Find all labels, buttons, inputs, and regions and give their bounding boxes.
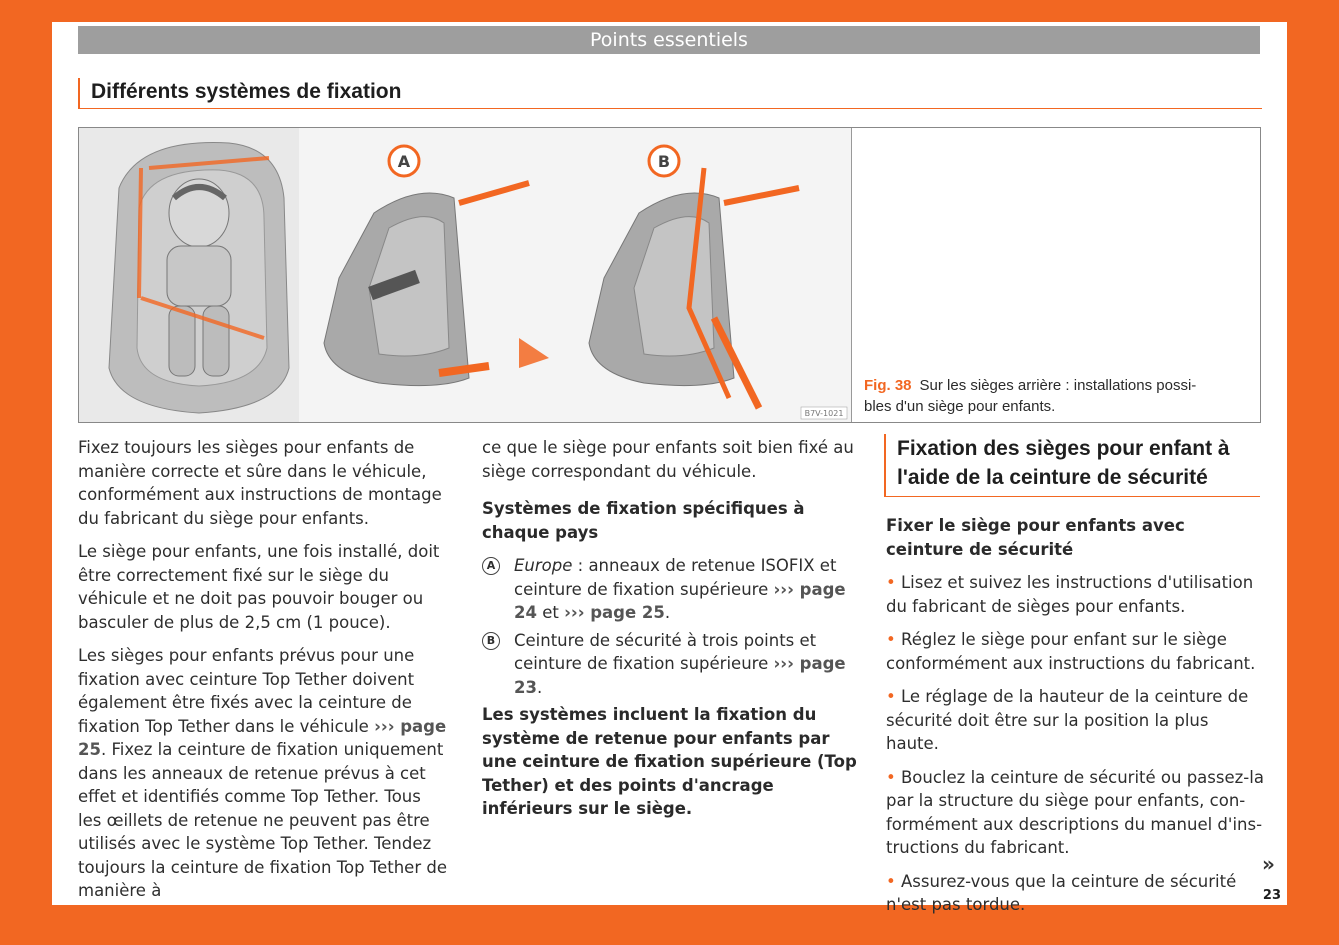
bullet-item: • Réglez le siège pour enfant sur le siège conformément aux instructions du fabricant. <box>886 630 1256 673</box>
section-title <box>78 78 1262 109</box>
page-ref-link[interactable]: ››› page 23 <box>514 654 846 697</box>
paragraph: Fixez toujours les sièges pour enfants de manière correcte et sûre dans le véhicule, conformément aux instructions de montage du fabricant du siège pour enfants. <box>78 438 442 528</box>
paragraph: Les sièges pour enfants prévus pour une fixation avec ceinture Top Tether doivent également être fixés avec la ceinture de fixation Top Tether dans le véhicule ››› page 25. Fixez la ceinture de fixation uniquement dans les anneaux de retenue prévus à cet effet et identifiés comme Top Tether. Tous les œillets de retenue ne peuvent pas être utilisés avec le système Top Tether. Tendez toujours la ceinture de fixation Top Tether de manière à <box>78 646 447 900</box>
column-2 <box>482 436 860 831</box>
bullet-item: • Le réglage de la hauteur de la ceinture de sécurité doit être sur la position la plus haute. <box>886 687 1249 753</box>
chapter-header: Points essentiels <box>78 26 1260 54</box>
child-seat-illustration <box>79 128 852 422</box>
section-heading-2: Fixation des sièges pour enfant à l'aide de la ceinture de sécurité <box>884 434 1260 497</box>
subheading: Systèmes de fixation spécifiques à chaque pays <box>482 499 805 542</box>
child-in-seat-drawing <box>79 128 299 422</box>
page-ref-link[interactable]: ››› page 25 <box>564 603 665 622</box>
list-item-a: A Europe : anneaux de retenue ISOFIX et ceinture de fixation supérieure ››› page 24 et ››› page 25. <box>482 554 860 625</box>
caption-line2: bles d'un siège pour enfants. <box>864 398 1056 415</box>
paragraph: ce que le siège pour enfants soit bien fixé au siège correspondant du véhicule. <box>482 438 854 481</box>
label-a: A <box>397 152 411 171</box>
badge-a: A <box>482 557 500 575</box>
manual-page <box>52 22 1287 914</box>
page-number: 23 <box>1262 888 1281 903</box>
bold-paragraph: Les systèmes incluent la fixation du système de retenue pour enfants par une ceinture de fixation supérieure (Top Tether) et des points d'ancrage inférieurs sur le siège. <box>482 705 857 818</box>
paragraph: Le siège pour enfants, une fois installé, doit être correctement fixé sur le siège du véhicule et ne doit pas pouvoir bouger ou basculer de plus de 2,5 cm (1 pouce). <box>78 542 440 632</box>
subheading: Fixer le siège pour enfants avec ceinture de sécurité <box>886 516 1185 559</box>
figure-number: Fig. 38 <box>864 377 912 394</box>
figure-code: B7V-1021 <box>804 409 844 418</box>
bullet-item: • Lisez et suivez les instructions d'utilisation du fabricant de sièges pour enfants. <box>886 573 1254 616</box>
continue-icon: » <box>1262 852 1275 876</box>
figure-38 <box>78 127 1261 423</box>
column-1 <box>78 436 448 913</box>
section-title-text: Différents systèmes de fixation <box>91 80 402 103</box>
figure-caption <box>864 375 1249 417</box>
caption-line1: Sur les sièges arrière : installations possi- <box>919 377 1197 394</box>
column-3 <box>886 514 1264 927</box>
page-ref-link[interactable]: ››› page 24 <box>514 579 846 622</box>
badge-b: B <box>482 632 500 650</box>
bullet-item: • Assurez-vous que la ceinture de sécurité n'est pas tordue. <box>886 871 1237 914</box>
label-b: B <box>657 152 671 171</box>
bullet-item: • Bouclez la ceinture de sécurité ou passez-la par la structure du siège pour enfants, conformément aux descriptions du manuel d'instructions du fabricant. <box>886 767 1264 857</box>
list-item-b: B Ceinture de sécurité à trois points et ceinture de fixation supérieure ››› page 23. <box>482 629 860 700</box>
page-ref-link[interactable]: ››› page 25 <box>78 716 447 759</box>
